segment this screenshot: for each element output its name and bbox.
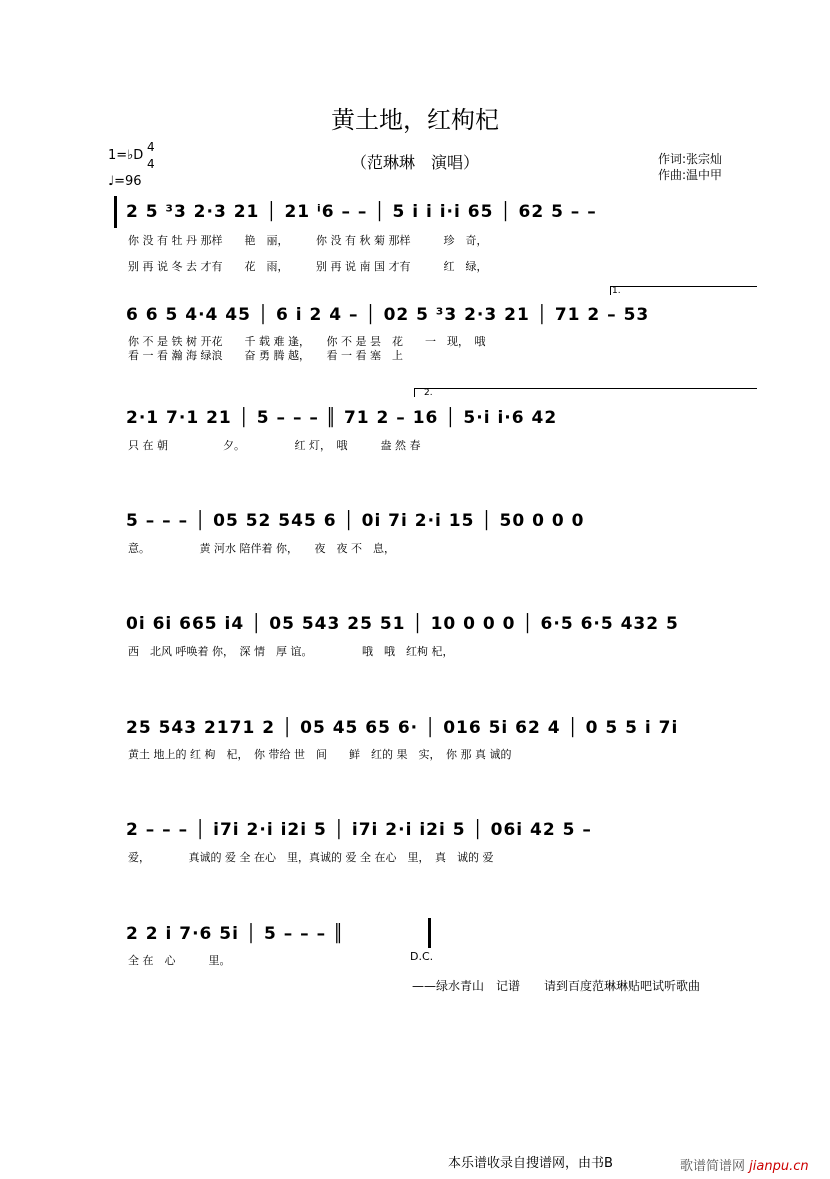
- lyric-row-1-verse-1: 你 没 有 牡 丹 那样 艳 丽， 你 没 有 秋 菊 那样 珍 奇，: [128, 234, 488, 247]
- notation-row-3: 2·1 7·1 21 │ 5 – – – ║ 71 2 – 16 │ 5·i i·6 42: [126, 408, 558, 428]
- repeat-start-barline: [114, 196, 117, 228]
- notation-row-2: 6 6 5 4·4 45 │ 6 i 2 4 – │ 02 5 ³3 2·3 21 │ 71 2 – 53: [126, 305, 650, 325]
- composer-credit: 作曲:温中甲: [658, 168, 723, 182]
- lyric-row-2-verse-2: 看 一 看 瀚 海 绿浪 奋 勇 腾 越， 看 一 看 塞 上: [128, 349, 403, 362]
- lyricist-credit: 作词:张宗灿: [658, 152, 723, 166]
- source-footer: 本乐谱收录自搜谱网，由书B: [448, 1156, 613, 1171]
- notation-row-7: 2 – – – │ i7i 2·i i2i 5 │ i7i 2·i i2i 5 │ 06i 42 5 –: [126, 820, 592, 840]
- volta-2-label: 2.: [424, 388, 433, 398]
- tempo-marking: ♩=96: [108, 174, 142, 189]
- notation-row-8: 2 2 i 7·6 5i │ 5 – – – ║: [126, 924, 345, 944]
- lyric-row-6: 黄土 地上的 红 枸 杞， 你 带给 世 间 鲜 红的 果 实， 你 那 真 诚的: [128, 748, 512, 761]
- watermark-name: 歌谱简谱网: [680, 1159, 746, 1174]
- lyric-row-5: 西 北风 呼唤着 你， 深 情 厚 谊。 哦 哦 红枸 杞，: [128, 645, 454, 658]
- notation-row-1: 2 5 ³3 2·3 21 │ 21 ⁱ6 – – │ 5 i i i·i 65 │ 62 5 – –: [126, 202, 597, 222]
- volta-1-bracket: [610, 286, 757, 295]
- lyric-row-4: 意。 黄 河水 陪伴着 你， 夜 夜 不 息，: [128, 542, 395, 555]
- singer-subtitle: （范琳琳 演唱）: [350, 153, 479, 172]
- transcription-credit: ——绿水青山 记谱 请到百度范琳琳贴吧试听歌曲: [412, 979, 701, 993]
- volta-2-bracket: [414, 388, 757, 397]
- key-signature: 1=♭D: [108, 148, 144, 163]
- dc-marking: D.C.: [410, 950, 434, 963]
- lyric-row-3: 只 在 朝 夕。 红 灯， 哦 盎 然 春: [128, 439, 421, 452]
- time-signature-denominator: 4: [147, 157, 155, 171]
- volta-1-label: 1.: [612, 286, 621, 296]
- final-barline: [428, 918, 431, 948]
- notation-row-5: 0i 6i 665 i4 │ 05 543 25 51 │ 10 0 0 0 │ 6·5 6·5 432 5: [126, 614, 679, 634]
- site-watermark: [680, 1155, 809, 1174]
- lyric-row-8: 全 在 心 里。: [128, 954, 231, 967]
- lyric-row-1-verse-2: 别 再 说 冬 去 才有 花 雨， 别 再 说 南 国 才有 红 绿，: [128, 260, 488, 273]
- notation-row-6: 25 543 2171 2 │ 05 45 65 6· │ 016 5i 62 4 │ 0 5 5 i 7i: [126, 718, 679, 738]
- watermark-url: jianpu.cn: [749, 1159, 809, 1174]
- lyric-row-2-verse-1: 你 不 是 铁 树 开花 千 载 难 逢， 你 不 是 昙 花 一 现， 哦: [128, 335, 486, 348]
- lyric-row-7: 爱， 真诚的 爱 全 在心 里，真诚的 爱 全 在心 里， 真 诚的 爱: [128, 851, 494, 864]
- time-signature-numerator: 4: [147, 140, 155, 154]
- page-title: 黄土地，红枸杞: [331, 106, 499, 134]
- notation-row-4: 5 – – – │ 05 52 545 6 │ 0i 7i 2·i 15 │ 50 0 0 0: [126, 511, 585, 531]
